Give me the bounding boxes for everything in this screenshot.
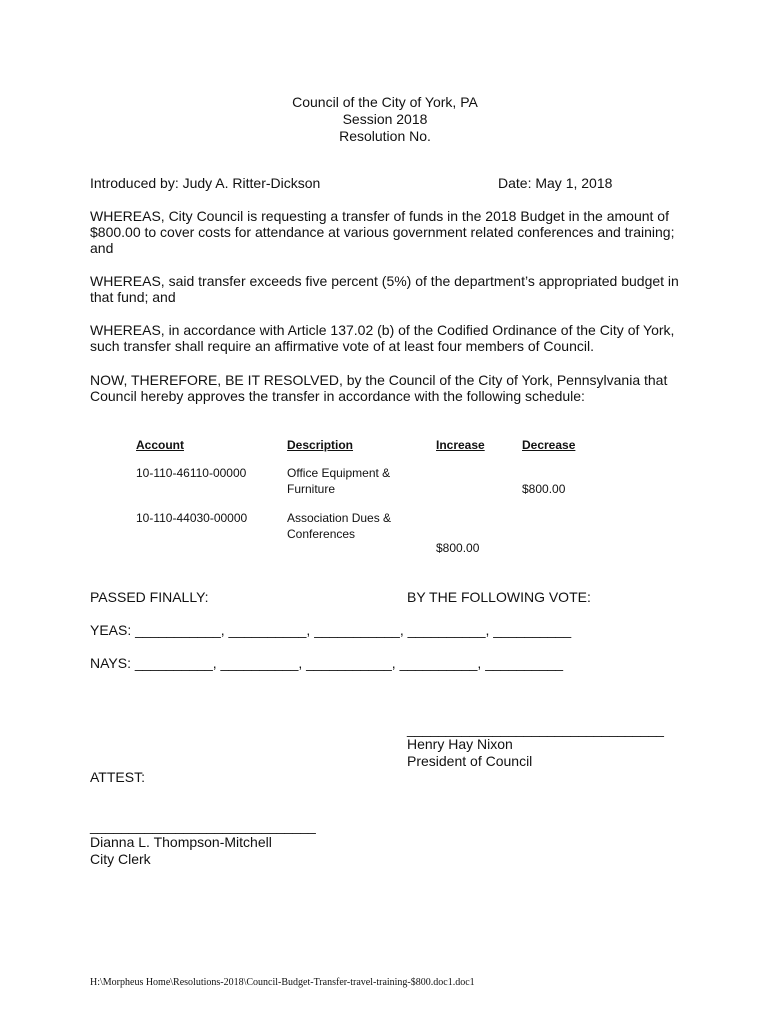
whereas-paragraph-3: WHEREAS, in accordance with Article 137.02 (b) of the Codified Ordinance of the City of York, such transfer shall require an affirmative vote of at least four members of Council.: [90, 322, 675, 354]
column-header-decrease: Decrease: [522, 438, 576, 452]
clerk-signature-line: _____________________________: [90, 818, 316, 834]
yeas-line: YEAS: ___________, __________, ___________, __________, __________: [90, 622, 572, 638]
resolution-council-title: Council of the City of York, PA: [292, 94, 478, 110]
following-vote-label: BY THE FOLLOWING VOTE:: [407, 589, 591, 605]
column-header-account: Account: [136, 438, 184, 452]
resolution-date: Date: May 1, 2018: [498, 175, 613, 191]
column-header-increase: Increase: [436, 438, 485, 452]
passed-finally-label: PASSED FINALLY:: [90, 589, 209, 605]
decrease-cell: $800.00: [522, 482, 566, 496]
whereas-paragraph-2: WHEREAS, said transfer exceeds five percent (5%) of the department’s appropriated budget in that fund; and: [90, 273, 679, 305]
whereas-paragraph-1: WHEREAS, City Council is requesting a transfer of funds in the 2018 Budget in the amount of $800.00 to cover costs for attendance at various government related conferences and training; and: [90, 208, 675, 256]
clerk-title: City Clerk: [90, 851, 151, 867]
president-name: Henry Hay Nixon: [407, 736, 513, 752]
attest-label: ATTEST:: [90, 769, 145, 785]
president-title: President of Council: [407, 753, 533, 769]
column-header-description: Description: [287, 438, 354, 452]
resolution-number: Resolution No.: [339, 128, 431, 144]
description-cell-cont: Furniture: [287, 482, 336, 496]
nays-line: NAYS: __________, __________, ___________, __________, __________: [90, 655, 564, 671]
introduced-by: Introduced by: Judy A. Ritter-Dickson: [90, 175, 321, 191]
account-cell: 10-110-46110-00000: [136, 466, 247, 480]
increase-cell: $800.00: [436, 541, 480, 555]
president-signature-line: _________________________________: [407, 721, 664, 737]
clerk-name: Dianna L. Thompson-Mitchell: [90, 834, 272, 850]
description-cell: Association Dues &: [287, 511, 392, 525]
resolution-session: Session 2018: [342, 111, 428, 127]
account-cell: 10-110-44030-00000: [136, 511, 248, 525]
description-cell: Office Equipment &: [287, 466, 391, 480]
resolved-paragraph: NOW, THEREFORE, BE IT RESOLVED, by the Council of the City of York, Pennsylvania that Council hereby approves the transfer in accordance with the following schedule:: [90, 372, 668, 404]
file-path-footer: H:\Morpheus Home\Resolutions-2018\Council-Budget-Transfer-travel-training-$800.doc1.doc1: [90, 977, 475, 988]
description-cell-cont: Conferences: [287, 527, 356, 541]
